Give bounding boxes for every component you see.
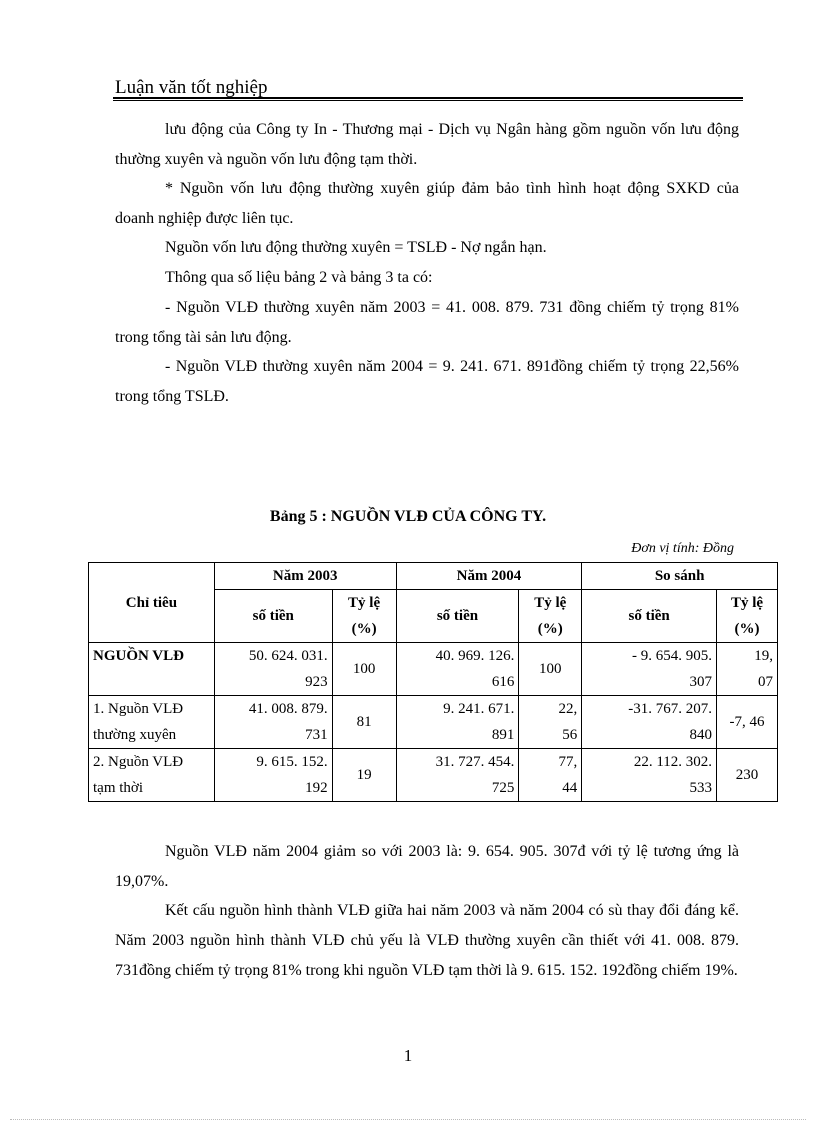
- table-row: [89, 696, 778, 749]
- header-ratio: Tỷ lệ (%): [332, 590, 396, 643]
- cell-amount-2003: 9. 615. 152. 192: [214, 749, 332, 802]
- footer-divider: [10, 1119, 806, 1120]
- paragraph: - Nguồn VLĐ thường xuyên năm 2004 = 9. 241. 671. 891đồng chiếm tỷ trọng 22,56% trong tổng TSLĐ.: [115, 358, 739, 405]
- cell-amount-2003: 41. 008. 879. 731: [214, 696, 332, 749]
- paragraph: Nguồn VLĐ năm 2004 giảm so với 2003 là: 9. 654. 905. 307đ với tỷ lệ tương ứng là 19,07%.: [115, 843, 739, 890]
- row-label: 2. Nguồn VLĐ tạm thời: [89, 749, 215, 802]
- row-label: 1. Nguồn VLĐ thường xuyên: [89, 696, 215, 749]
- table-title: Bảng 5 : NGUỒN VLĐ CỦA CÔNG TY.: [269, 508, 547, 525]
- page-header: [113, 76, 743, 102]
- header-amount: số tiền: [582, 590, 717, 643]
- table-unit: Đơn vị tính: Đồng: [631, 541, 734, 556]
- header-compare: So sánh: [582, 563, 778, 590]
- cell-amount-2004: 40. 969. 126. 616: [396, 643, 519, 696]
- cell-pct-2004: 100: [519, 643, 582, 696]
- header-ratio: Tỷ lệ (%): [717, 590, 778, 643]
- header-ratio: Tỷ lệ (%): [519, 590, 582, 643]
- paragraph: * Nguồn vốn lưu động thường xuyên giúp đảm bảo tình hình hoạt động SXKD của doanh nghiệp được liên tục.: [115, 180, 739, 227]
- cell-compare-pct: 19, 07: [717, 643, 778, 696]
- cell-amount-2004: 31. 727. 454. 725: [396, 749, 519, 802]
- cell-pct-2003: 100: [332, 643, 396, 696]
- row-label: NGUỒN VLĐ: [89, 643, 215, 696]
- funding-table: [88, 562, 778, 802]
- table-header-row: [89, 563, 778, 590]
- cell-pct-2004: 22, 56: [519, 696, 582, 749]
- table-row: [89, 749, 778, 802]
- cell-compare-amount: -31. 767. 207. 840: [582, 696, 717, 749]
- header-rule-thin: [113, 100, 743, 101]
- header-year-2003: Năm 2003: [214, 563, 396, 590]
- cell-amount-2004: 9. 241. 671. 891: [396, 696, 519, 749]
- cell-compare-pct: 230: [717, 749, 778, 802]
- cell-pct-2003: 81: [332, 696, 396, 749]
- table-row: [89, 643, 778, 696]
- paragraph: Kết cấu nguồn hình thành VLĐ giữa hai năm 2003 và năm 2004 có sù thay đổi đáng kể. Năm 2003 nguồn hình thành VLĐ chủ yếu là VLĐ thường xuyên cần thiết với 41. 008. 879. 731đồng chiếm tỷ trọng 81% trong khi nguồn VLĐ tạm thời là 9. 615. 152. 192đồng chiếm 19%.: [115, 902, 739, 979]
- page-number: 1: [403, 1046, 413, 1065]
- paragraph: lưu động của Công ty In - Thương mại - Dịch vụ Ngân hàng gồm nguồn vốn lưu động thường xuyên và nguồn vốn lưu động tạm thời.: [115, 121, 739, 168]
- header-amount: số tiền: [396, 590, 519, 643]
- cell-compare-pct: -7, 46: [717, 696, 778, 749]
- paragraph: - Nguồn VLĐ thường xuyên năm 2003 = 41. 008. 879. 731 đồng chiếm tỷ trọng 81% trong tổng tài sản lưu động.: [115, 299, 739, 346]
- cell-amount-2003: 50. 624. 031. 923: [214, 643, 332, 696]
- paragraph: Nguồn vốn lưu động thường xuyên = TSLĐ - Nợ ngắn hạn.: [165, 239, 547, 256]
- header-indicator: Chỉ tiêu: [89, 563, 215, 643]
- cell-pct-2003: 19: [332, 749, 396, 802]
- header-amount: số tiền: [214, 590, 332, 643]
- cell-pct-2004: 77, 44: [519, 749, 582, 802]
- header-title: Luận văn tốt nghiệp: [115, 77, 268, 98]
- cell-compare-amount: 22. 112. 302. 533: [582, 749, 717, 802]
- header-year-2004: Năm 2004: [396, 563, 582, 590]
- header-rule: [113, 97, 743, 99]
- cell-compare-amount: - 9. 654. 905. 307: [582, 643, 717, 696]
- paragraph: Thông qua số liệu bảng 2 và bảng 3 ta có:: [165, 269, 433, 286]
